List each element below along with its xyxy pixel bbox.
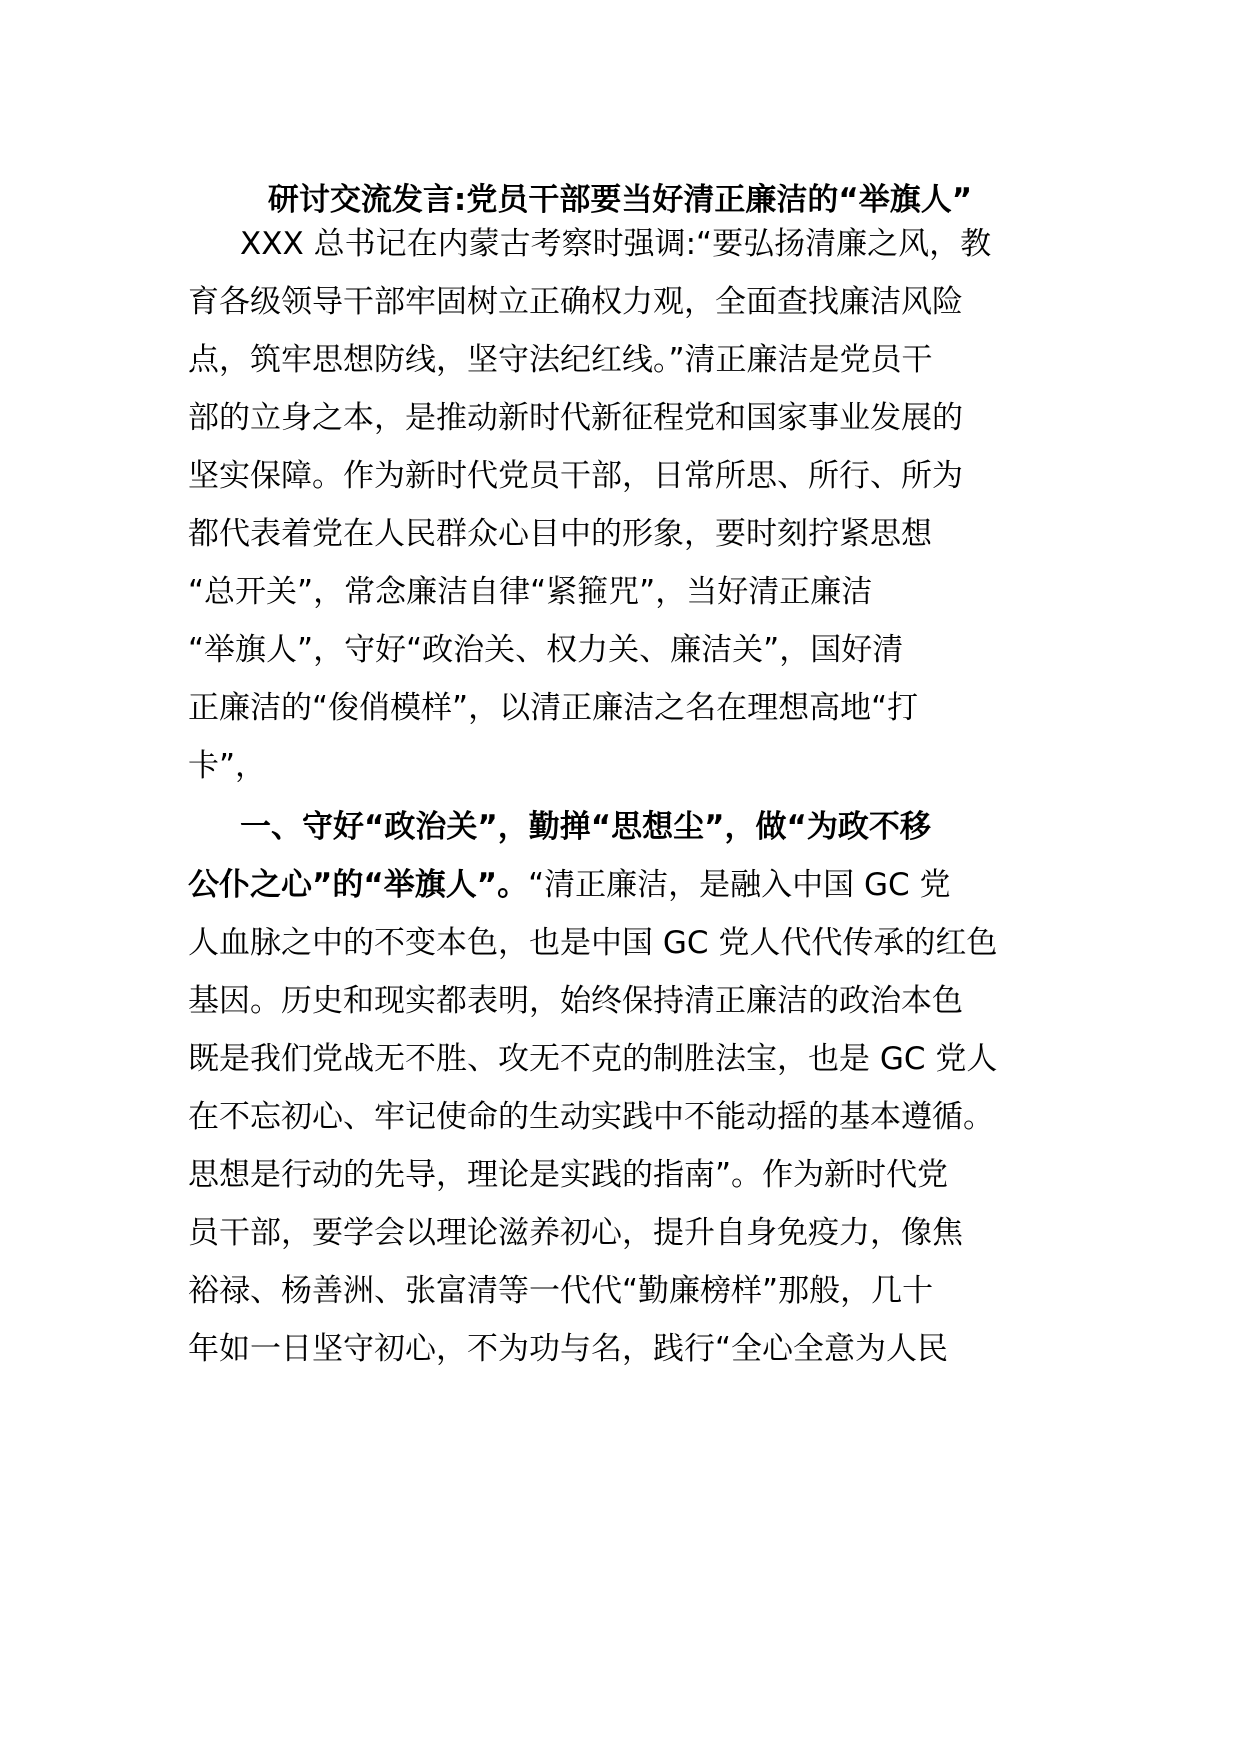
paragraph-line: 育各级领导干部牢固树立正确权力观，全面查找廉洁风险 [188,284,963,320]
paragraph-line: 员干部，要学会以理论滋养初心，提升自身免疫力，像焦 [188,1215,963,1251]
paragraph-line: 部的立身之本，是推动新时代新征程党和国家事业发展的 [188,400,963,436]
paragraph-line: 卡”， [188,748,267,784]
paragraph-line: 点，筑牢思想防线，坚守法纪红线。”清正廉洁是党员干 [188,342,933,378]
paragraph-line: 既是我们党战无不胜、攻无不克的制胜法宝，也是 GC 党人 [188,1041,998,1077]
document-title: 研讨交流发言:党员干部要当好清正廉洁的“举旗人” [267,182,973,218]
paragraph-line: “总开关”，常念廉洁自律“紧箍咒”，当好清正廉洁 [188,574,873,610]
section-heading: 一、守好“政治关”，勤掸“思想尘”，做“为政不移 [240,809,931,845]
paragraph-line: 基因。历史和现实都表明，始终保持清正廉洁的政治本色 [188,983,963,1019]
section-text: “清正廉洁，是融入中国 GC 党 [528,867,951,903]
paragraph-line: 都代表着党在人民群众心目中的形象，要时刻拧紧思想 [188,516,932,552]
paragraph-line: 年如一日坚守初心，不为功与名，践行“全心全意为人民 [188,1331,949,1367]
paragraph-line: 裕禄、杨善洲、张富清等一代代“勤廉榜样”那般，几十 [188,1273,934,1309]
paragraph-line: XXX 总书记在内蒙古考察时强调:“要弘扬清廉之风，教 [240,226,992,262]
paragraph-line: 正廉洁的“俊俏模样”，以清正廉洁之名在理想高地“打 [188,690,919,726]
paragraph-line: 坚实保障。作为新时代党员干部，日常所思、所行、所为 [188,458,963,494]
paragraph-line: 人血脉之中的不变本色，也是中国 GC 党人代代传承的红色 [188,925,998,961]
paragraph-line: “举旗人”，守好“政治关、权力关、廉洁关”，国好清 [188,632,904,668]
paragraph-line: 在不忘初心、牢记使命的生动实践中不能动摇的基本遵循。 [188,1099,994,1135]
paragraph-line [188,863,951,907]
paragraph-line: 思想是行动的先导，理论是实践的指南”。作为新时代党 [188,1157,949,1193]
section-heading-continued: 公仆之心”的“举旗人”。 [188,867,529,903]
